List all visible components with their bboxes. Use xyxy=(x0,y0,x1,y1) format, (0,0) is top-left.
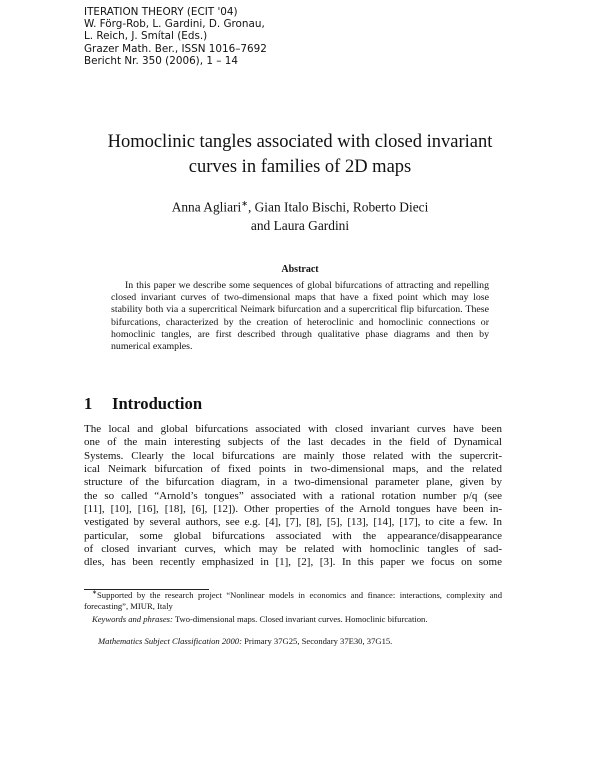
title-line: Homoclinic tangles associated with closed invariant xyxy=(107,132,493,152)
intro-line: of closed invariant curves, which may be related with homoclinic tangles of sad- xyxy=(84,543,502,556)
intro-line: structure of the bifurcation diagram, in a two-dimensional parameter plane, given by xyxy=(84,476,502,489)
paper-title xyxy=(60,130,540,180)
author-footnote-mark: ∗ xyxy=(241,199,248,208)
abstract-text: In this paper we describe some sequences of global bifurcations of attracting and repelling closed invariant curves of two-dimensional maps that have a fixed point which may lose stability both via a supercritical Neimark bifurcation and a supercritical flip bifurcation. These bifurcations, characterized by the creation of heteroclinic and homoclinic connections or homoclinic tangles, are first described through qualitative phase diagrams and then by numerical examples. xyxy=(111,280,489,353)
footnote-support xyxy=(84,590,502,612)
series-line: Bericht Nr. 350 (2006), 1 – 14 xyxy=(84,54,238,67)
section-heading xyxy=(84,394,202,414)
msc-label: Mathematics Subject Classification 2000: xyxy=(98,636,242,646)
author-line xyxy=(60,194,540,216)
author-list xyxy=(60,194,540,235)
msc-text: Primary 37G25, Secondary 37E30, 37G15. xyxy=(244,636,393,646)
author-first: Anna Agliari xyxy=(171,199,242,215)
series-line: W. Förg-Rob, L. Gardini, D. Gronau, xyxy=(84,18,265,31)
footnote-support-text: Supported by the research project “Nonlinear models in economics and finance: interactions, complexity and forecasting”, MIUR, Italy xyxy=(84,590,502,611)
intro-line: ical Neimark bifurcation of fixed points in two-dimensional maps, and the related xyxy=(84,463,502,476)
series-line: ITERATION THEORY (ECIT '04) xyxy=(84,6,238,18)
intro-line: [11], [10], [16], [18], [6], [12]). Other properties of the Arnold tongues have been in- xyxy=(84,503,502,516)
intro-line: the so called “Arnold’s tongues” associated with a rational rotation number p/q (see xyxy=(84,489,502,502)
section-title: Introduction xyxy=(112,394,203,413)
intro-line: one of the main interesting subjects of the last decades in the field of Dynamical xyxy=(84,436,502,449)
intro-line: dles, has been recently emphasized in [1], [2], [3]. In this paper we focus on some xyxy=(84,556,502,569)
intro-line: particular, some global bifurcations associated with the appearance/disappearance xyxy=(84,529,502,542)
series-line: Grazer Math. Ber., ISSN 1016–7692 xyxy=(84,42,267,55)
section-number: 1 xyxy=(84,394,93,413)
introduction-paragraph xyxy=(84,423,502,570)
intro-line: Systems. Clearly the local bifurcations are mainly those related with the supercrit- xyxy=(84,449,502,462)
author-line: and Laura Gardini xyxy=(250,218,350,234)
series-info xyxy=(84,6,267,67)
intro-line: vestigated by several authors, see e.g. [4], [7], [8], [5], [13], [14], [17], to cite a few. In xyxy=(84,516,502,529)
title-line: curves in families of 2D maps xyxy=(188,157,412,177)
series-line: L. Reich, J. Smítal (Eds.) xyxy=(84,30,208,43)
author-rest: , Gian Italo Bischi, Roberto Dieci xyxy=(247,199,429,215)
intro-line: The local and global bifurcations associated with closed invariant curves have been xyxy=(84,423,502,435)
keywords-label: Keywords and phrases: xyxy=(92,614,173,624)
keywords-text: Two-dimensional maps. Closed invariant curves. Homoclinic bifurcation. xyxy=(174,614,428,624)
footnote-mark: ∗ xyxy=(92,590,98,597)
footnote-msc xyxy=(84,636,502,647)
abstract-heading: Abstract xyxy=(281,264,319,275)
footnote-keywords xyxy=(84,614,502,625)
